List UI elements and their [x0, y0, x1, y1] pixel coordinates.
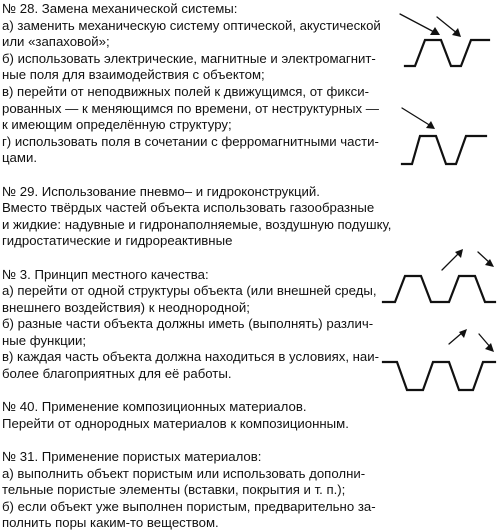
section-28 — [2, 1, 381, 167]
section-title: № 40. Применение композиционных материалов. — [2, 399, 307, 415]
arrow-head — [459, 329, 467, 338]
section-title: № 28. Замена механической системы: — [2, 1, 238, 16]
diagram-3-profile-icon — [379, 246, 499, 308]
arrow-line — [437, 17, 458, 34]
text-line: цами. — [2, 150, 37, 166]
text-line: ные поля для взаимодействия с объектом; — [2, 67, 265, 83]
section-title: № 31. Применение пористых материалов: — [2, 449, 262, 465]
text-line: гидростатические и гидрореактивные — [2, 233, 233, 249]
text-column — [2, 1, 392, 532]
text-line: Вместо твёрдых частей объекта использовать газообразные — [2, 200, 375, 216]
profile-line — [405, 40, 489, 66]
text-line: б) разные части объекта должны иметь (выполнять) различ- — [2, 316, 374, 332]
section-title: № 29. Использование пневмо– и гидроконструкций. — [2, 183, 320, 199]
text-line: б) использовать электрические, магнитные и электромагнит- — [2, 50, 376, 66]
text-line: к имеющим определённую структуру; — [2, 117, 232, 133]
text-line: б) если объект уже выполнен пористым, предварительно за- — [2, 498, 376, 514]
arrow-line — [400, 14, 436, 33]
section-gap — [2, 250, 378, 267]
arrow-line — [402, 108, 431, 126]
text-line: а) перейти от одной структуры объекта (или внешней среды, — [2, 283, 377, 299]
section-40 — [2, 399, 378, 432]
text-line: г) использовать поля в сочетании с ферромагнитными части- — [2, 133, 379, 149]
section-gap — [2, 167, 378, 184]
diagram-1-profile-icon — [385, 4, 499, 76]
arrow-head — [485, 343, 494, 352]
arrow-line — [442, 253, 459, 270]
text-line: в) перейти от неподвижных полей к движущимся, от фикси- — [2, 83, 369, 99]
text-line: рованных — к меняющимся по времени, от неструктурных — — [2, 100, 379, 116]
text-line: ные функции; — [2, 332, 87, 348]
text-line: Перейти от однородных материалов к композиционным. — [2, 415, 349, 431]
text-line: тельные пористые элементы (вставки, покрытия и т. п.); — [2, 482, 346, 498]
text-line: а) заменить механическую систему оптической, акустической — [2, 17, 381, 33]
section-29 — [2, 183, 392, 250]
section-31 — [2, 449, 378, 532]
section-gap — [2, 383, 378, 400]
section-gap — [2, 432, 378, 449]
diagram-4-profile-icon — [379, 328, 499, 400]
profile-line — [402, 136, 486, 164]
arrow-head — [426, 121, 435, 129]
section-title: № 3. Принцип местного качества: — [2, 266, 209, 282]
text-line: или «запаховой»; — [2, 34, 110, 50]
profile-line — [383, 362, 495, 390]
profile-line — [383, 276, 495, 302]
text-line: и жидкие: надувные и гидронаполняемые, воздушную подушку, — [2, 216, 392, 232]
text-line: а) выполнить объект пористым или использовать дополни- — [2, 465, 366, 481]
diagram-2-profile-icon — [388, 100, 499, 172]
text-line: в) каждая часть объекта должна находиться в условиях, наи- — [2, 349, 380, 365]
text-line: полнить поры каким-то веществом. — [2, 515, 219, 531]
text-line: внешнего воздействия) к неоднородной; — [2, 299, 250, 315]
section-3 — [2, 267, 378, 383]
text-line: более благоприятных для её работы. — [2, 366, 232, 382]
arrow-head — [452, 28, 461, 37]
